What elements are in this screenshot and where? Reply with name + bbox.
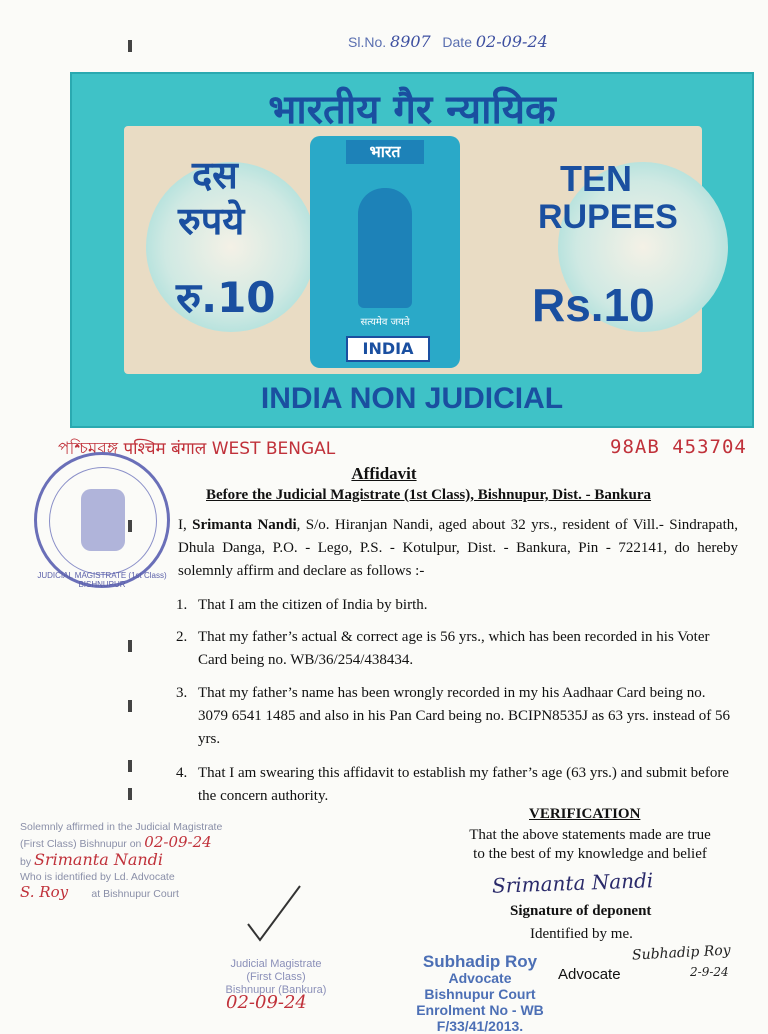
jm-date: 02-09-24 <box>226 992 307 1013</box>
eng-ten: TEN <box>560 158 632 199</box>
intro-paragraph <box>178 514 738 583</box>
advocate-enrolment: Enrolment No - WB F/33/41/2013. <box>416 1002 544 1034</box>
verification-text <box>440 826 740 864</box>
stamp-line5: at Bishnupur Court <box>91 888 179 900</box>
deponent-signature: Srimanta Nandi <box>491 868 654 898</box>
margin-mark <box>128 788 132 800</box>
sl-value: 8907 <box>390 32 431 51</box>
item-number: 1. <box>176 597 188 613</box>
stamp-line4: Who is identified by Ld. Advocate <box>20 871 175 883</box>
item-text: That I am swearing this affidavit to establish my father’s age (63 yrs.) and submit before the concern authority. <box>198 765 729 804</box>
stamp-line3-name: Srimanta Nandi <box>34 850 164 869</box>
advocate-signature-date: 2-9-24 <box>690 965 729 979</box>
intro-prefix: I, <box>178 517 193 533</box>
stamp-hindi-title: भारतीय गैर न्यायिक <box>268 87 556 133</box>
hindi-amount: दस <box>192 153 238 197</box>
solemn-affirmation-stamp <box>20 820 270 902</box>
stamp-paper <box>70 72 754 428</box>
advocate-court: Bishnupur Court <box>424 986 536 1002</box>
verification-line1: That the above statements made are true <box>469 827 711 843</box>
state-line: পশ্চিমবঙ্গ पश्चिम बंगाल WEST BENGAL <box>58 439 336 459</box>
sl-label: Sl.No. <box>348 34 387 50</box>
margin-mark <box>128 760 132 772</box>
stamp-line3: by <box>20 856 32 868</box>
item-text: That my father’s actual & correct age is 56 yrs., which has been recorded in his Voter Card being no. WB/36/254/438434. <box>198 629 710 668</box>
eng-rupees: RUPEES <box>538 198 678 236</box>
intro-rest: , S/o. Hiranjan Nandi, aged about 32 yrs., resident of Vill.- Sindrapath, Dhula Danga, P.O. - Lego, P.S. - Kotulpur, Dist. - Bankura, Pin - 722141, do hereby solemnly affirm and declare as follows :- <box>178 517 739 579</box>
hindi-rupees: रुपये <box>178 199 245 243</box>
list-item <box>176 762 738 808</box>
ashoka-emblem <box>310 136 460 368</box>
jm-line2: (First Class) <box>246 971 306 983</box>
verification-title: VERIFICATION <box>529 806 641 822</box>
advocate-stamp <box>398 954 562 1034</box>
signature-label: Signature of deponent <box>510 903 652 919</box>
item-text: That I am the citizen of India by birth. <box>198 597 428 613</box>
seal-text: JUDICIAL MAGISTRATE (1st Class) BISHNUPUR <box>37 571 167 589</box>
stamp-line1: Solemnly affirmed in the Judicial Magistrate <box>20 821 223 833</box>
lion-capital-icon <box>358 188 412 308</box>
margin-mark <box>128 40 132 52</box>
item-number: 2. <box>176 629 188 645</box>
identified-label: Identified by me. <box>530 926 633 942</box>
margin-mark <box>128 700 132 712</box>
advocate-label: Advocate <box>558 966 621 983</box>
advocate-name: Subhadip Roy <box>422 952 538 971</box>
item-number: 4. <box>176 765 188 781</box>
stamp-footer: INDIA NON JUDICIAL <box>260 382 564 415</box>
stamp-line2-date: 02-09-24 <box>144 833 212 851</box>
eng-value: Rs.10 <box>532 279 655 331</box>
item-text: That my father’s name has been wrongly recorded in my his Aadhaar Card being no. 3079 6541 1485 and also in his Pan Card being no. BCIPN8535J as 63 yrs. instead of 56 yrs. <box>198 685 731 747</box>
affidavit-title: Affidavit <box>351 464 417 483</box>
stamp-line5-sig: S. Roy <box>20 883 69 901</box>
verification-line2: to the best of my knowledge and belief <box>473 846 707 862</box>
stamp-serial: 98AB 453704 <box>610 436 747 458</box>
affidavit-subtitle: Before the Judicial Magistrate (1st Class), Bishnupur, Dist. - Bankura <box>206 487 652 503</box>
advocate-signature: Subhadip Roy <box>631 942 732 964</box>
bharat-label: भारत <box>346 140 424 164</box>
list-item <box>176 594 738 617</box>
seal-emblem-icon <box>81 489 125 551</box>
india-label: INDIA <box>346 336 430 362</box>
margin-mark <box>128 640 132 652</box>
hindi-value: रु.10 <box>176 273 276 322</box>
list-item <box>176 626 738 672</box>
stamp-line2: (First Class) Bishnupur on <box>20 838 142 850</box>
item-number: 3. <box>176 685 188 701</box>
advocate-title: Advocate <box>448 970 512 986</box>
list-item <box>176 682 738 751</box>
date-label: Date <box>442 34 472 50</box>
motto: सत्यमेव जयते <box>360 317 410 328</box>
jm-line1: Judicial Magistrate <box>230 958 322 970</box>
jm-line3: Bishnupur (Bankura) <box>225 984 327 996</box>
checkmark-icon <box>246 884 302 944</box>
serial-date-line <box>348 32 548 51</box>
deponent-name: Srimanta Nandi <box>192 517 297 533</box>
margin-mark <box>128 520 132 532</box>
date-value: 02-09-24 <box>475 32 548 51</box>
